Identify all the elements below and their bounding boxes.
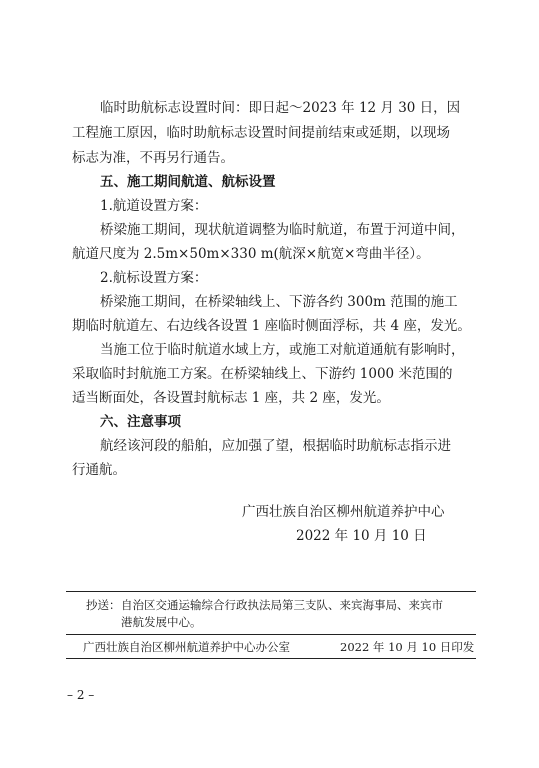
- divider-top: [66, 591, 476, 592]
- paragraph-line: 航经该河段的船舶，应加强了望，根据临时助航标志指示进: [100, 438, 451, 454]
- subsection-heading: 2.航标设置方案：: [100, 270, 208, 286]
- paragraph-line: 当施工位于临时航道水域上方，或施工对航道通航有影响时，: [100, 342, 465, 358]
- cc-recipients: 自治区交通运输综合行政执法局第三支队、来宾海事局、来宾市: [121, 598, 443, 612]
- paragraph-line: 行通航。: [72, 462, 126, 478]
- signature-org: 广西壮族自治区柳州航道养护中心: [242, 504, 445, 520]
- subsection-heading: 1.航道设置方案：: [100, 198, 208, 214]
- issuing-office: 广西壮族自治区柳州航道养护中心办公室: [83, 640, 290, 654]
- cc-recipients-cont: 港航发展中心。: [121, 615, 202, 629]
- divider-middle: [66, 634, 476, 635]
- paragraph-line: 期临时航道左、右边线各设置 1 座临时侧面浮标，共 4 座，发光。: [72, 318, 471, 334]
- paragraph-line: 航道尺度为 2.5m×50m×330 m(航深×航宽×弯曲半径）。: [72, 246, 430, 262]
- paragraph-line: 桥梁施工期间，在桥梁轴线上、下游各约 300m 范围的施工: [100, 294, 458, 310]
- paragraph-line: 工程施工原因，临时助航标志设置时间提前结束或延期，以现场: [72, 125, 450, 141]
- paragraph-line: 桥梁施工期间，现状航道调整为临时航道，布置于河道中间，: [100, 222, 465, 238]
- paragraph-line: 标志为准，不再另行通告。: [72, 150, 234, 166]
- signature-date: 2022 年 10 月 10 日: [296, 528, 427, 544]
- section-heading: 五、施工期间航道、航标设置: [100, 174, 276, 190]
- paragraph-line: 临时助航标志设置时间：即日起～2023 年 12 月 30 日，因: [100, 100, 461, 116]
- paragraph-line: 采取临时封航施工方案。在桥梁轴线上、下游约 1000 米范围的: [72, 366, 453, 382]
- cc-label: 抄送：: [86, 598, 121, 612]
- print-date: 2022 年 10 月 10 日印发: [340, 640, 475, 654]
- section-heading: 六、注意事项: [100, 414, 181, 430]
- divider-bottom: [66, 658, 476, 659]
- page-number: – 2 –: [67, 688, 95, 702]
- paragraph-line: 适当断面处，各设置封航标志 1 座，共 2 座，发光。: [72, 390, 390, 406]
